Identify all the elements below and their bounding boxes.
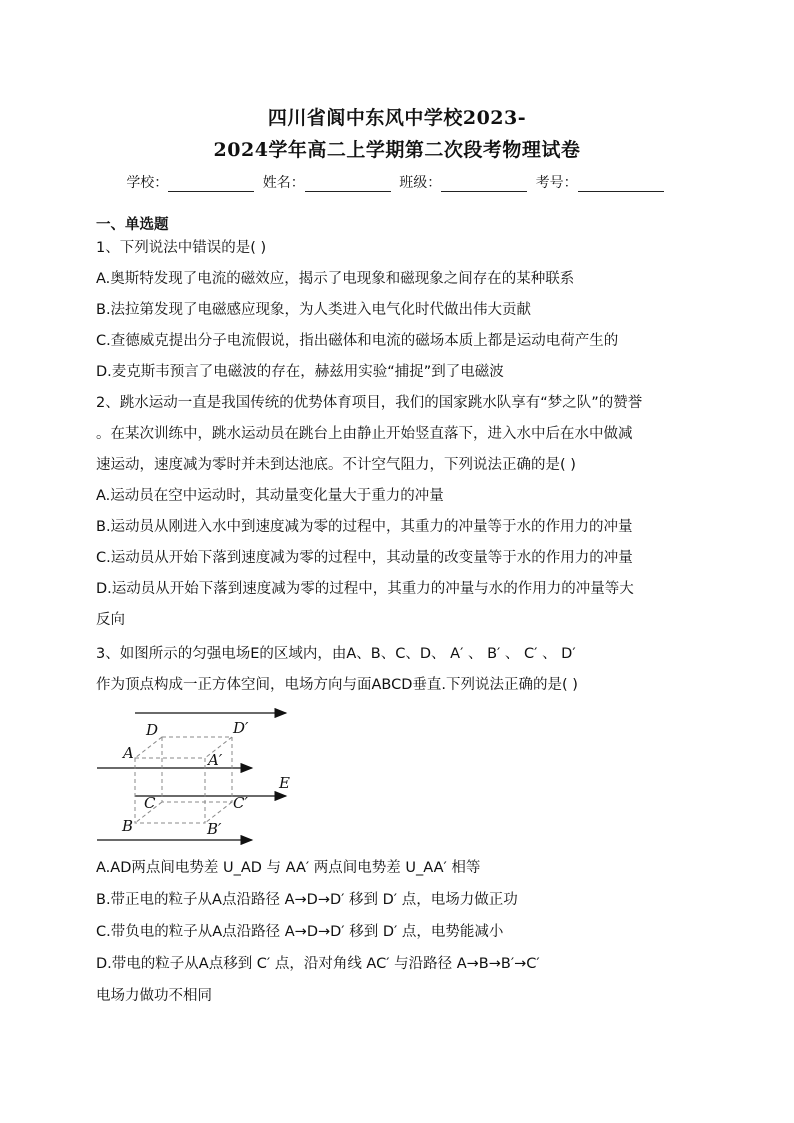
q1-option-b: B.法拉第发现了电磁感应现象，为人类进入电气化时代做出伟大贡献 — [96, 302, 532, 318]
q2-option-d-line1: D.运动员从开始下落到速度减为零的过程中，其重力的冲量与水的作用力的冲量等大 — [96, 581, 634, 597]
q2-stem-line3: 速运动，速度减为零时并未到达池底。不计空气阻力，下列说法正确的是( ) — [96, 457, 576, 473]
q3-option-d-line2: 电场力做功不相同 — [96, 988, 212, 1004]
vertex-label-A-prime: A′ — [208, 751, 223, 769]
student-info-row — [0, 172, 794, 192]
exam-no-blank[interactable] — [578, 178, 664, 192]
vertex-label-D: D — [146, 721, 159, 739]
school-label: 学校： — [126, 175, 169, 191]
q3-option-b: B.带正电的粒子从A点沿路径 A→D→D′ 移到 D′ 点，电场力做正功 — [96, 892, 518, 908]
q3-option-c: C.带负电的粒子从A点沿路径 A→D→D′ 移到 D′ 点，电势能减小 — [96, 924, 504, 940]
section-heading: 一、单选题 — [96, 217, 169, 233]
q1-option-d: D.麦克斯韦预言了电磁波的存在，赫兹用实验“捕捉”到了电磁波 — [96, 364, 504, 380]
vertex-label-B-prime: B′ — [207, 820, 222, 838]
name-blank[interactable] — [305, 178, 391, 192]
name-label: 姓名： — [262, 175, 305, 191]
vertex-label-C-prime: C′ — [233, 794, 248, 812]
q2-option-b: B.运动员从刚进入水中到速度减为零的过程中，其重力的冲量等于水的作用力的冲量 — [96, 519, 633, 535]
field-label-E: E — [279, 774, 290, 792]
vertex-label-C: C — [144, 794, 156, 812]
q2-stem-line1: 2、跳水运动一直是我国传统的优势体育项目，我们的国家跳水队享有“梦之队”的赞誉 — [96, 395, 643, 411]
exam-title-line1: 四川省阆中东风中学校2023- — [267, 107, 527, 129]
q1-option-c: C.查德威克提出分子电流假说，指出磁体和电流的磁场本质上都是运动电荷产生的 — [96, 333, 619, 349]
q2-option-a: A.运动员在空中运动时，其动量变化量大于重力的冲量 — [96, 488, 444, 504]
vertex-label-D-prime: D′ — [233, 719, 249, 737]
q3-stem-line1: 3、如图所示的匀强电场E的区域内，由A、B、C、D、 A′ 、 B′ 、 C′ 、 D′ — [96, 646, 576, 662]
q2-option-c: C.运动员从开始下落到速度减为零的过程中，其动量的改变量等于水的作用力的冲量 — [96, 550, 633, 566]
vertex-label-B: B — [122, 817, 134, 835]
exam-no-label: 考号： — [535, 175, 578, 191]
q3-option-a: A.AD两点间电势差 U_AD 与 AA′ 两点间电势差 U_AA′ 相等 — [96, 860, 481, 876]
q3-option-d-line1: D.带电的粒子从A点移到 C′ 点，沿对角线 AC′ 与沿路径 A→B→B′→C′ — [96, 956, 540, 972]
q1-option-a: A.奥斯特发现了电流的磁效应，揭示了电现象和磁现象之间存在的某种联系 — [96, 271, 575, 287]
q1-stem: 1、下列说法中错误的是( ) — [96, 240, 267, 256]
class-label: 班级： — [399, 175, 442, 191]
vertex-label-A: A — [123, 744, 134, 762]
q2-option-d-line2: 反向 — [96, 612, 125, 628]
class-blank[interactable] — [441, 178, 527, 192]
q3-stem-line2: 作为顶点构成一正方体空间，电场方向与面ABCD垂直.下列说法正确的是( ) — [96, 677, 578, 693]
q2-stem-line2: 。在某次训练中，跳水运动员在跳台上由静止开始竖直落下，进入水中后在水中做减 — [96, 426, 633, 442]
school-blank[interactable] — [168, 178, 254, 192]
cube-electric-field-figure — [90, 700, 310, 850]
exam-title-line2: 2024学年高二上学期第二次段考物理试卷 — [213, 139, 581, 161]
